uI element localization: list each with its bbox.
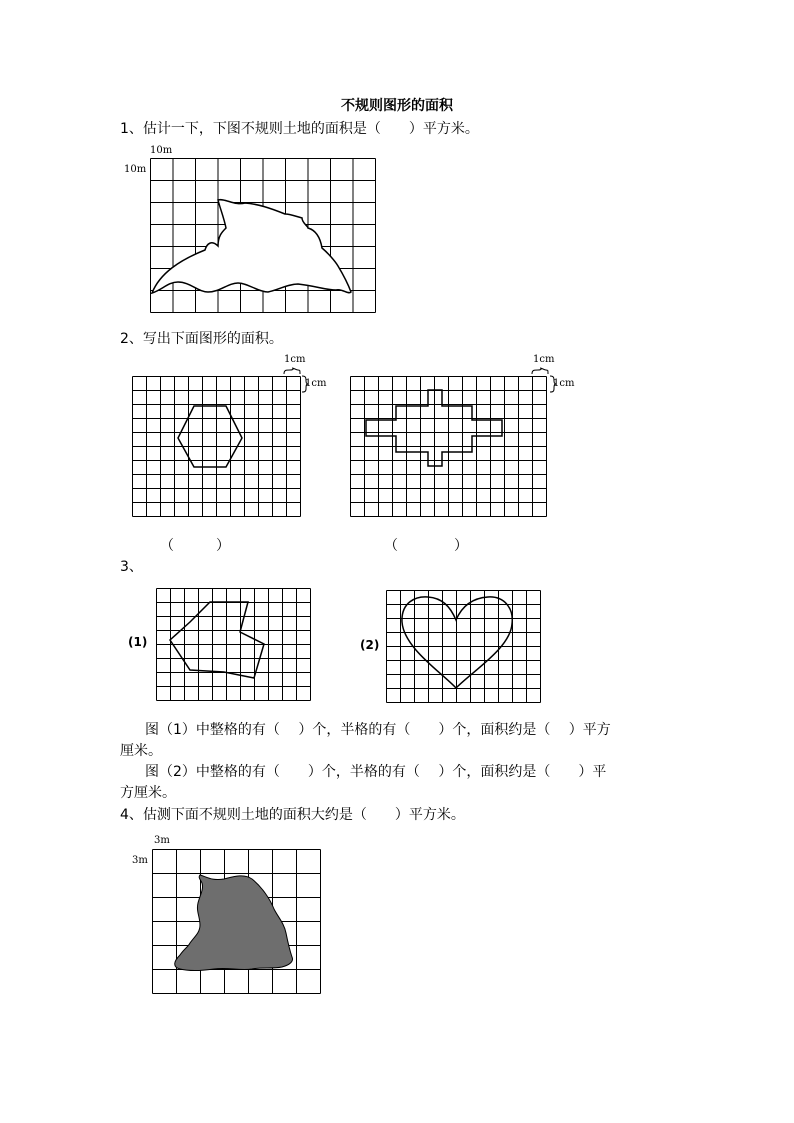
q2-left-grid: [132, 368, 312, 518]
q3-grid-1: [154, 586, 310, 702]
q3-label-2: (2): [360, 638, 380, 652]
q3-grid-2: [386, 590, 542, 704]
q2-right-brace-v: [550, 376, 556, 392]
q2-right-grid: [350, 368, 570, 518]
question-4-text: 4、估测下面不规则土地的面积大约是（ ）平方米。: [120, 807, 465, 823]
q4-unit-top: 3m: [154, 835, 170, 846]
q1-unit-left: 10m: [124, 164, 147, 175]
q2-left-unit-h: 1cm: [284, 354, 306, 365]
q2-answer-right[interactable]: （ ）: [384, 538, 468, 554]
q1-unit-top: 10m: [150, 145, 173, 156]
q4-unit-left: 3m: [132, 855, 148, 866]
q2-hexagon: [178, 406, 242, 467]
question-2-text: 2、写出下面图形的面积。: [120, 331, 283, 347]
q3-line-1b: 厘米。: [120, 743, 162, 759]
q2-answer-left[interactable]: （ ）: [160, 538, 230, 554]
question-1-text: 1、估计一下，下图不规则土地的面积是（ ）平方米。: [120, 121, 479, 137]
question-3-text: 3、: [120, 559, 143, 575]
q3-label-1: (1): [128, 635, 148, 649]
q2-right-brace-h: [532, 368, 548, 374]
q2-right-unit-v: 1cm: [553, 378, 575, 389]
q1-grid-figure: [150, 158, 376, 312]
q2-left-unit-v: 1cm: [305, 378, 327, 389]
q4-grid-figure: [152, 849, 322, 995]
q2-left-brace-h: [284, 368, 300, 374]
q2-left-brace-v: [302, 376, 308, 392]
page-title: 不规则图形的面积: [341, 98, 453, 114]
q3-line-2a: 图（2）中整格的有（ ）个，半格的有（ ）个，面积约是（ ）平: [145, 764, 607, 780]
q2-right-unit-h: 1cm: [533, 354, 555, 365]
q3-line-2b: 方厘米。: [120, 785, 176, 801]
q3-line-1a: 图（1）中整格的有（ ）个，半格的有（ ）个，面积约是（ ）平方: [145, 722, 611, 738]
q4-irregular-shape: [175, 875, 293, 971]
